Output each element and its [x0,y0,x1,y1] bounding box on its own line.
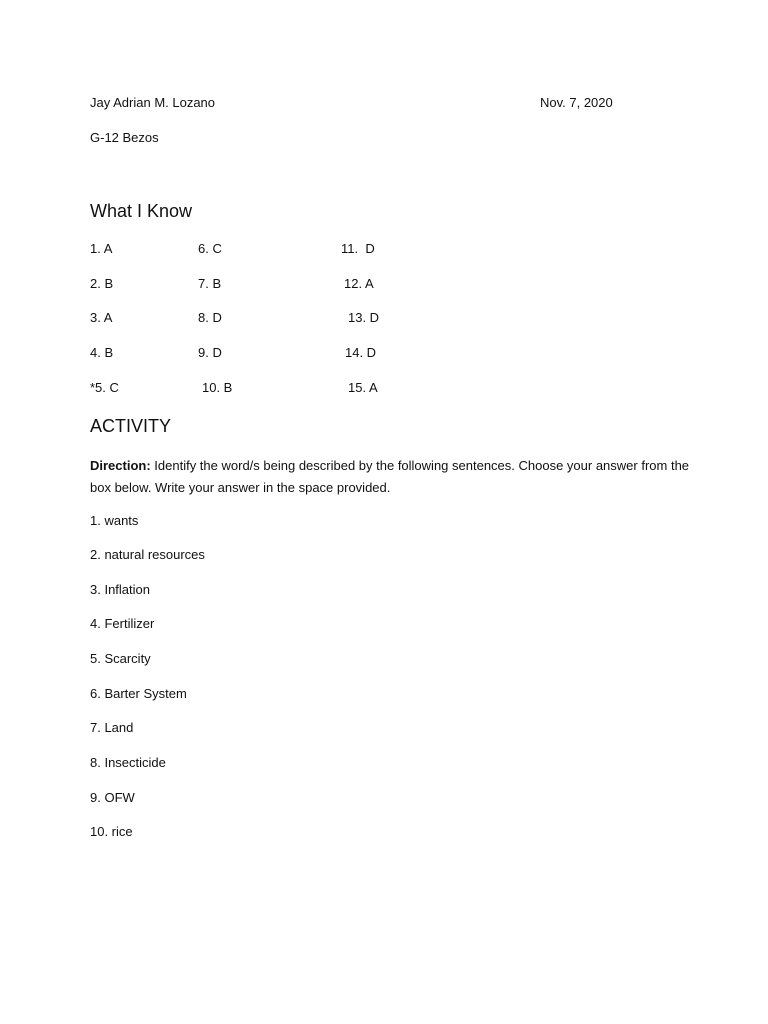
student-name: Jay Adrian M. Lozano [90,95,216,110]
answer-item: 8. D [198,310,222,325]
answer-item: *5. C [90,380,119,395]
answer-item: 7. B [198,276,222,291]
answer-item: 2. B [90,276,114,291]
activity-answer: 4. Fertilizer [90,616,155,631]
answer-item: 1. A [90,241,113,256]
answer-item: 13. D [348,310,380,325]
activity-answer: 9. OFW [90,790,135,805]
activity-heading: ACTIVITY [90,416,172,436]
answer-item: 9. D [198,345,222,360]
student-section: G-12 Bezos [90,130,159,145]
activity-answer: 2. natural resources [90,547,205,562]
direction-text: Identify the word/s being described by the following sentences. Choose your answer from the box below. Write your answer in the space provided. [90,458,690,495]
activity-answer: 8. Insecticide [90,755,166,770]
activity-answer: 5. Scarcity [90,651,151,666]
activity-answer: 1. wants [90,513,139,528]
activity-answer: 6. Barter System [90,686,187,701]
answer-item: 3. A [90,310,113,325]
direction-label: Direction: [90,458,151,473]
activity-direction [90,455,690,499]
document-date: Nov. 7, 2020 [540,95,613,110]
activity-answer: 3. Inflation [90,582,150,597]
answer-item: 10. B [202,380,233,395]
answer-item: 12. A [344,276,374,291]
answer-item: 11. D [341,241,375,256]
answer-item: 4. B [90,345,114,360]
answer-item: 15. A [348,380,378,395]
what-i-know-heading: What I Know [90,201,193,221]
activity-answer: 10. rice [90,824,133,839]
answer-item: 14. D [345,345,377,360]
activity-answer: 7. Land [90,720,134,735]
answer-item: 6. C [198,241,222,256]
